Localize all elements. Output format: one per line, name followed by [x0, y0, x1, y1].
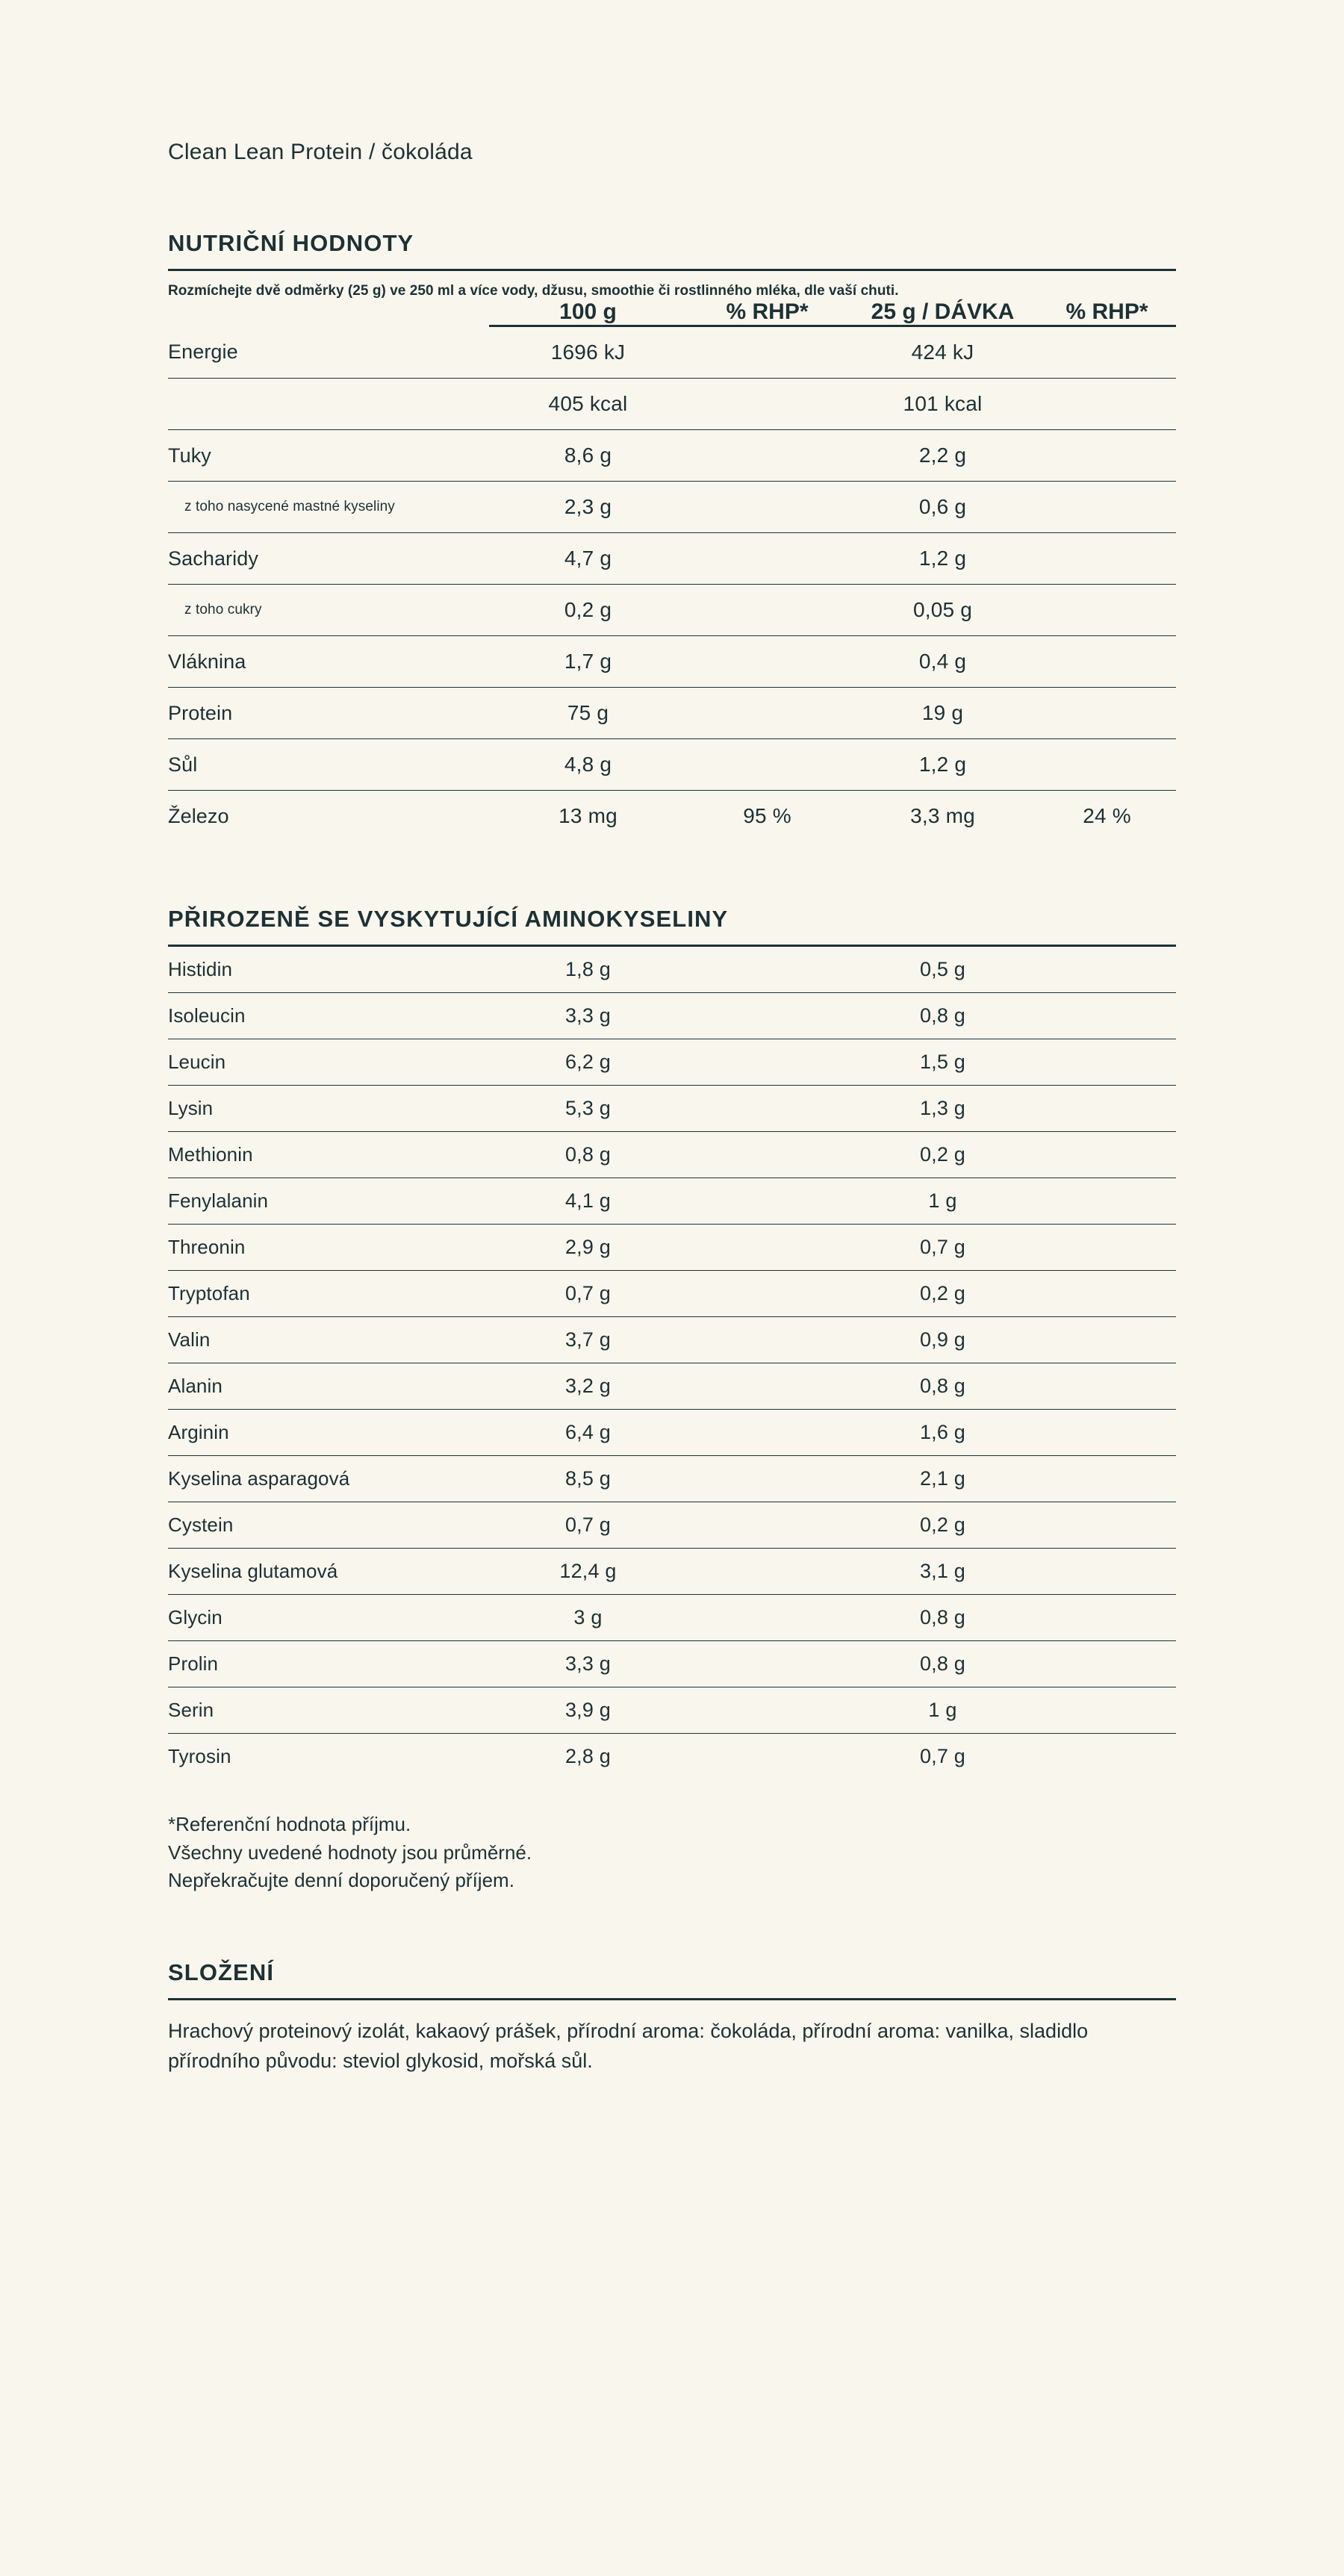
amino-rhp-serving — [1038, 1225, 1176, 1271]
nutrient-value-serving: 1,2 g — [847, 739, 1038, 791]
table-row — [168, 1225, 1176, 1271]
table-row — [168, 739, 1176, 791]
table-row — [168, 1687, 1176, 1734]
amino-value-100g: 0,8 g — [489, 1132, 687, 1178]
amino-rhp-100g — [687, 1225, 847, 1271]
nutrient-value-serving: 3,3 mg — [910, 804, 975, 827]
amino-acid-label: Fenylalanin — [168, 1178, 489, 1225]
amino-rhp-serving — [1038, 1039, 1176, 1086]
amino-rhp-100g — [687, 947, 847, 993]
composition-text: Hrachový proteinový izolát, kakaový prášek, přírodní aroma: čokoláda, přírodní aroma: vanilka, sladidlo přírodního původu: steviol glykosid, mořská sůl. — [168, 2020, 1089, 2073]
amino-acid-label: Tyrosin — [168, 1745, 231, 1767]
amino-rhp-100g — [687, 1317, 847, 1363]
amino-rhp-100g — [687, 1734, 847, 1780]
preparation-instruction: Rozmíchejte dvě odměrky (25 g) ve 250 ml a více vody, džusu, smoothie či rostlinného mléka, dle vaší chuti. — [168, 283, 899, 299]
amino-rhp-serving — [1038, 1132, 1176, 1178]
amino-value-100g: 6,2 g — [489, 1039, 687, 1086]
amino-acids-table — [168, 947, 1176, 1779]
table-row — [168, 379, 1176, 430]
table-row — [168, 1595, 1176, 1641]
nutrient-rhp-serving — [1038, 482, 1176, 533]
amino-value-serving: 0,7 g — [847, 1225, 1038, 1271]
nutrient-value-100g: 2,3 g — [489, 482, 687, 533]
amino-acid-label: Leucin — [168, 1039, 489, 1086]
amino-rhp-serving — [1038, 1271, 1176, 1317]
table-row — [168, 1363, 1176, 1410]
nutrient-label: z toho nasycené mastné kyseliny — [168, 482, 489, 533]
amino-value-serving: 0,2 g — [847, 1271, 1038, 1317]
amino-value-100g: 1,8 g — [489, 947, 687, 993]
nutrient-value-serving: 2,2 g — [847, 430, 1038, 482]
nutrient-value-serving: 0,05 g — [847, 585, 1038, 636]
amino-acid-label: Histidin — [168, 947, 489, 993]
composition-heading-rule — [168, 1998, 1176, 2000]
nutrient-value-100g: 405 kcal — [489, 379, 687, 430]
nutrition-section-heading: NUTRIČNÍ HODNOTY — [168, 230, 414, 256]
nutrient-rhp-100g — [687, 482, 847, 533]
nutrient-value-100g: 4,7 g — [489, 533, 687, 585]
amino-rhp-serving — [1038, 1734, 1176, 1780]
nutrient-rhp-serving — [1038, 379, 1176, 430]
amino-value-100g: 0,7 g — [489, 1271, 687, 1317]
amino-rhp-serving — [1038, 993, 1176, 1039]
amino-value-100g: 3,7 g — [489, 1317, 687, 1363]
nutrient-label: Železo — [168, 804, 229, 827]
amino-value-serving: 0,2 g — [847, 1132, 1038, 1178]
amino-rhp-100g — [687, 1178, 847, 1225]
amino-rhp-serving — [1038, 1641, 1176, 1687]
nutrient-value-100g: 4,8 g — [489, 739, 687, 791]
amino-value-100g: 12,4 g — [489, 1549, 687, 1595]
nutrient-value-100g: 8,6 g — [489, 430, 687, 482]
nutrient-rhp-serving — [1038, 688, 1176, 739]
nutrient-value-100g: 13 mg — [559, 804, 617, 827]
nutrient-value-serving: 1,2 g — [847, 533, 1038, 585]
amino-acid-label: Kyselina glutamová — [168, 1549, 489, 1595]
nutrient-value-serving: 101 kcal — [847, 379, 1038, 430]
amino-acid-label: Kyselina asparagová — [168, 1456, 489, 1502]
nutrient-rhp-serving — [1038, 585, 1176, 636]
table-row — [168, 1271, 1176, 1317]
footnotes — [168, 1811, 1176, 1895]
amino-value-serving: 0,8 g — [847, 1641, 1038, 1687]
nutrition-table — [168, 299, 1176, 841]
table-row — [168, 1132, 1176, 1178]
nutrient-rhp-100g — [687, 739, 847, 791]
amino-rhp-100g — [687, 1456, 847, 1502]
table-row — [168, 688, 1176, 739]
amino-rhp-100g — [687, 1410, 847, 1456]
table-row — [168, 947, 1176, 993]
nutrient-value-serving: 19 g — [847, 688, 1038, 739]
composition-section-heading: SLOŽENÍ — [168, 1959, 275, 1986]
amino-rhp-100g — [687, 1363, 847, 1410]
nutrient-label: Vláknina — [168, 636, 489, 688]
nutrient-label: z toho cukry — [168, 585, 489, 636]
table-row — [168, 430, 1176, 482]
amino-rhp-serving — [1038, 1086, 1176, 1132]
nutrient-rhp-serving — [1038, 533, 1176, 585]
table-row — [168, 791, 1176, 842]
table-row — [168, 1086, 1176, 1132]
amino-value-serving: 2,1 g — [847, 1456, 1038, 1502]
amino-value-serving: 0,2 g — [847, 1502, 1038, 1549]
nutrient-value-100g: 1696 kJ — [489, 326, 687, 379]
nutrient-rhp-100g — [687, 326, 847, 379]
amino-value-100g: 8,5 g — [489, 1456, 687, 1502]
nutrient-label — [168, 379, 489, 430]
amino-value-100g: 3,2 g — [489, 1363, 687, 1410]
amino-value-serving: 1,3 g — [847, 1086, 1038, 1132]
amino-value-serving: 3,1 g — [847, 1549, 1038, 1595]
table-row — [168, 1456, 1176, 1502]
amino-value-serving: 1,6 g — [847, 1410, 1038, 1456]
nutrition-column-header: 100 g — [489, 299, 687, 326]
amino-rhp-100g — [687, 1502, 847, 1549]
nutrient-label: Sůl — [168, 739, 489, 791]
amino-acid-label: Cystein — [168, 1502, 489, 1549]
table-row — [168, 1641, 1176, 1687]
amino-value-100g: 6,4 g — [489, 1410, 687, 1456]
amino-value-100g: 3,3 g — [489, 1641, 687, 1687]
footnote-line: Všechny uvedené hodnoty jsou průměrné. — [168, 1841, 532, 1864]
amino-rhp-serving — [1038, 1549, 1176, 1595]
nutrition-column-header: % RHP* — [1038, 299, 1176, 326]
amino-value-serving: 1,5 g — [847, 1039, 1038, 1086]
nutrient-rhp-100g — [687, 585, 847, 636]
table-row — [168, 1039, 1176, 1086]
nutrition-header-row — [168, 299, 1176, 326]
nutrient-label: Sacharidy — [168, 533, 489, 585]
amino-value-serving: 0,9 g — [847, 1317, 1038, 1363]
table-row — [168, 326, 1176, 379]
amino-rhp-serving — [1038, 1456, 1176, 1502]
amino-acid-label: Methionin — [168, 1132, 489, 1178]
amino-rhp-100g — [687, 1039, 847, 1086]
amino-value-serving: 1 g — [847, 1178, 1038, 1225]
amino-acid-label: Serin — [168, 1687, 489, 1734]
nutrient-value-serving: 424 kJ — [847, 326, 1038, 379]
nutrient-rhp-serving — [1038, 636, 1176, 688]
footnote-line: Nepřekračujte denní doporučený příjem. — [168, 1869, 514, 1892]
amino-acid-label: Lysin — [168, 1086, 489, 1132]
nutrient-rhp-100g — [687, 533, 847, 585]
amino-value-serving: 0,8 g — [847, 993, 1038, 1039]
amino-table-body — [168, 947, 1176, 1779]
amino-rhp-serving — [1038, 947, 1176, 993]
amino-rhp-100g — [687, 1687, 847, 1734]
nutrient-rhp-serving — [1038, 326, 1176, 379]
amino-acid-label: Arginin — [168, 1410, 489, 1456]
nutrient-rhp-100g — [687, 379, 847, 430]
amino-value-serving: 0,8 g — [847, 1595, 1038, 1641]
amino-acid-label: Glycin — [168, 1595, 489, 1641]
amino-value-100g: 3,3 g — [489, 993, 687, 1039]
nutrient-rhp-100g — [687, 430, 847, 482]
nutrient-value-serving: 0,4 g — [847, 636, 1038, 688]
amino-rhp-100g — [687, 1595, 847, 1641]
table-row — [168, 1317, 1176, 1363]
amino-value-serving: 1 g — [847, 1687, 1038, 1734]
nutrition-heading-rule — [168, 269, 1176, 271]
amino-acid-label: Isoleucin — [168, 993, 489, 1039]
table-row — [168, 636, 1176, 688]
nutrient-value-serving: 0,6 g — [847, 482, 1038, 533]
table-row — [168, 1178, 1176, 1225]
nutrient-label: Energie — [168, 326, 489, 379]
amino-rhp-100g — [687, 1132, 847, 1178]
amino-value-100g: 0,7 g — [489, 1502, 687, 1549]
nutrient-value-100g: 75 g — [489, 688, 687, 739]
amino-rhp-100g — [687, 1641, 847, 1687]
amino-value-100g: 2,8 g — [564, 1745, 612, 1767]
nutrition-table-body — [168, 299, 1176, 841]
amino-value-100g: 3,9 g — [489, 1687, 687, 1734]
nutrition-column-header: 25 g / DÁVKA — [847, 299, 1038, 326]
table-row — [168, 993, 1176, 1039]
amino-rhp-serving — [1038, 1317, 1176, 1363]
amino-value-serving: 0,5 g — [847, 947, 1038, 993]
amino-value-100g: 5,3 g — [489, 1086, 687, 1132]
amino-acid-label: Valin — [168, 1317, 489, 1363]
nutrient-label: Protein — [168, 688, 489, 739]
nutrient-value-100g: 0,2 g — [489, 585, 687, 636]
amino-value-serving: 0,7 g — [919, 1745, 966, 1767]
footnote-line: *Referenční hodnota příjmu. — [168, 1813, 411, 1835]
product-title: Clean Lean Protein / čokoláda — [168, 140, 473, 164]
nutrient-rhp-100g — [687, 688, 847, 739]
amino-rhp-100g — [687, 1086, 847, 1132]
table-row — [168, 585, 1176, 636]
nutrient-rhp-100g — [687, 636, 847, 688]
amino-rhp-serving — [1038, 1595, 1176, 1641]
amino-acid-label: Alanin — [168, 1363, 489, 1410]
nutrition-column-header: % RHP* — [687, 299, 847, 326]
amino-rhp-serving — [1038, 1410, 1176, 1456]
amino-rhp-100g — [687, 1549, 847, 1595]
table-row — [168, 1410, 1176, 1456]
amino-value-100g: 2,9 g — [489, 1225, 687, 1271]
amino-rhp-100g — [687, 993, 847, 1039]
amino-rhp-serving — [1038, 1502, 1176, 1549]
table-row — [168, 1502, 1176, 1549]
table-row — [168, 533, 1176, 585]
nutrient-rhp-serving: 24 % — [1083, 804, 1131, 827]
nutrient-value-100g: 1,7 g — [489, 636, 687, 688]
amino-acid-label: Threonin — [168, 1225, 489, 1271]
amino-value-100g: 4,1 g — [489, 1178, 687, 1225]
table-row — [168, 482, 1176, 533]
amino-acid-label: Prolin — [168, 1641, 489, 1687]
nutrient-rhp-serving — [1038, 430, 1176, 482]
amino-rhp-100g — [687, 1271, 847, 1317]
amino-value-100g: 3 g — [489, 1595, 687, 1641]
table-row — [168, 1549, 1176, 1595]
nutrition-header-spacer — [168, 299, 489, 326]
amino-rhp-serving — [1038, 1687, 1176, 1734]
table-row — [168, 1734, 1176, 1780]
nutrient-rhp-serving — [1038, 739, 1176, 791]
nutrient-rhp-100g: 95 % — [743, 804, 791, 827]
amino-rhp-serving — [1038, 1363, 1176, 1410]
amino-rhp-serving — [1038, 1178, 1176, 1225]
nutrient-label: Tuky — [168, 430, 489, 482]
amino-value-serving: 0,8 g — [847, 1363, 1038, 1410]
amino-acid-label: Tryptofan — [168, 1271, 489, 1317]
amino-section-heading: PŘIROZENĚ SE VYSKYTUJÍCÍ AMINOKYSELINY — [168, 906, 729, 932]
